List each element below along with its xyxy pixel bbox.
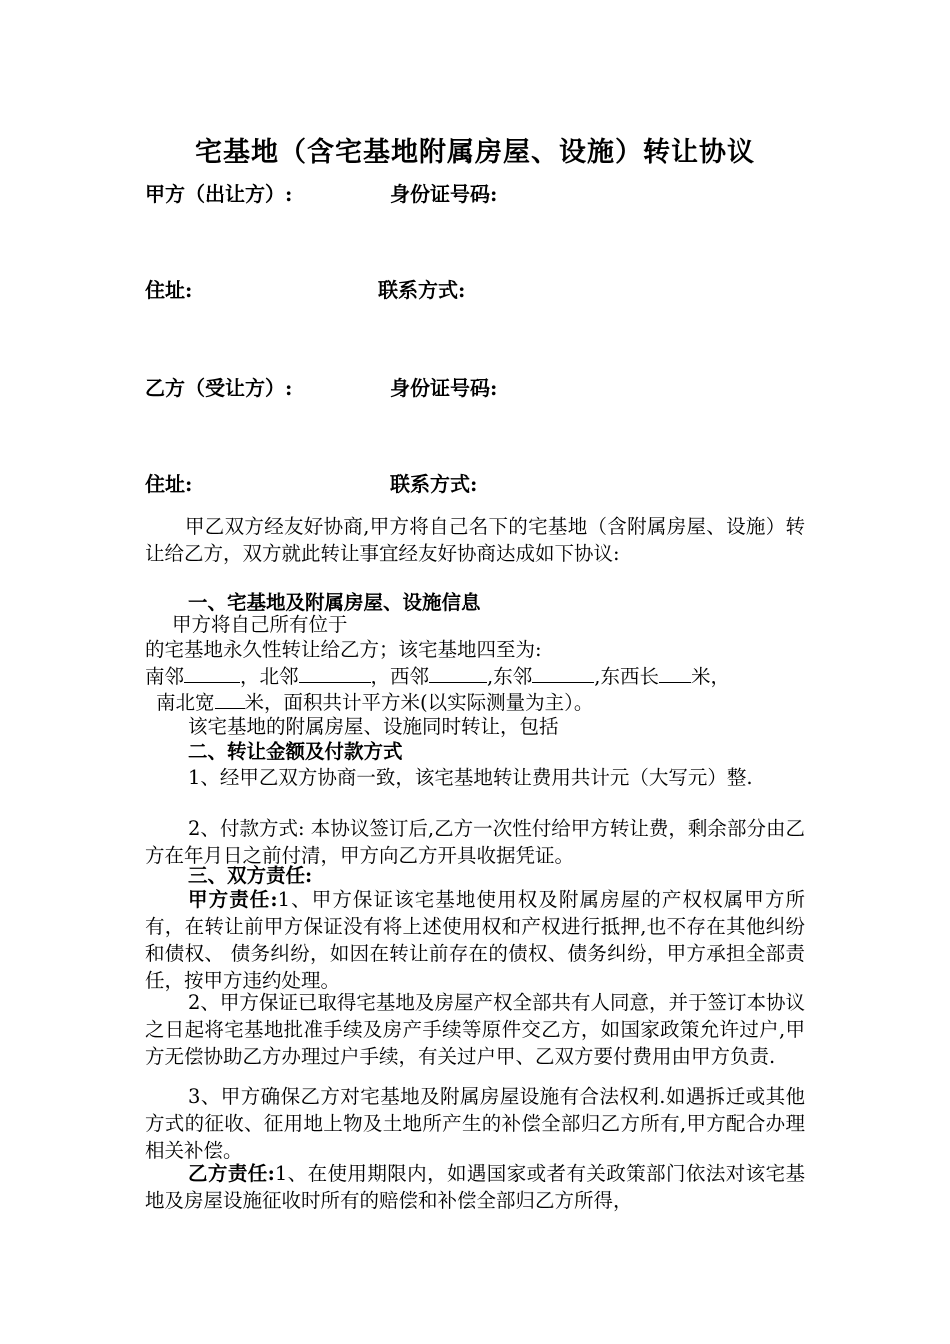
north-label: ，北邻 — [240, 665, 299, 688]
party-b-duties-label: 乙方责任: — [188, 1162, 275, 1185]
party-a-id-label: 身份证号码: — [390, 182, 498, 206]
party-a-duties-3: 3、甲方确保乙方对宅基地及附属房屋设施有合法权利.如遇拆迁或其他方式的征收、征用地上物及土地所产生的补偿全部归乙方所有,甲方配合办理相关补偿。 — [145, 1085, 805, 1162]
east-blank[interactable] — [532, 662, 594, 683]
party-a-label: 甲方（出让方）: — [145, 182, 293, 206]
party-a-duties-2: 2、甲方保证已取得宅基地及房屋产权全部共有人同意，并于签订本协议之日起将宅基地批准手续及房产手续等原件交乙方，如国家政策允许过户,甲方无偿协助乙方办理过户手续，有关过户甲、乙双方要付费用由甲方负责. — [145, 991, 805, 1068]
party-a-address-label: 住址: — [145, 278, 193, 302]
party-b-duties-1 — [145, 1160, 805, 1214]
ew-length-blank[interactable] — [659, 662, 691, 683]
party-a-duties-1-text: 1、甲方保证该宅基地使用权及附属房屋的产权权属甲方所有，在转让前甲方保证没有将上述使用权和产权进行抵押,也不存在其他纠纷和债权、 债务纠纷，如因在转让前存在的债权、债务纠纷，甲方承担全部责任，按甲方违约处理。 — [145, 888, 805, 992]
party-b-contact-label: 联系方式: — [390, 472, 478, 496]
ns-width-line — [156, 688, 593, 716]
party-a-duties-label: 甲方责任: — [188, 888, 278, 911]
west-label: ，西邻 — [370, 665, 430, 688]
party-b-address-label: 住址: — [145, 472, 193, 496]
area-text: 米，面积共计平方米(以实际测量为主）。 — [244, 691, 594, 714]
document-title: 宅基地（含宅基地附属房屋、设施）转让协议 — [195, 137, 755, 168]
south-blank[interactable] — [184, 662, 240, 683]
section1-heading: 一、宅基地及附属房屋、设施信息 — [188, 591, 481, 614]
party-b-label: 乙方（受让方）: — [145, 376, 293, 400]
east-label: ,东邻 — [487, 665, 533, 688]
south-label: 南邻 — [145, 665, 185, 688]
intro-paragraph: 甲乙双方经友好协商,甲方将自己名下的宅基地（含附属房屋、设施）转让给乙方，双方就此转让事宜经友好协商达成如下协议: — [145, 515, 805, 565]
ew-length-label: ,东西长 — [594, 665, 659, 688]
meter-label: 米， — [690, 665, 730, 688]
ns-width-label: 南北宽 — [156, 691, 215, 714]
party-a-duties-1 — [145, 886, 805, 994]
section2-heading: 二、转让金额及付款方式 — [188, 740, 403, 763]
party-a-contact-label: 联系方式: — [378, 278, 466, 302]
section1-line2: 的宅基地永久性转让给乙方；该宅基地四至为: — [145, 638, 542, 661]
section2-item2: 2、付款方式: 本协议签订后,乙方一次性付给甲方转让费，剩余部分由乙方在年月日之前付清，甲方向乙方开具收据凭证。 — [145, 817, 805, 867]
party-b-duties-1-text: 1、在使用期限内，如遇国家或者有关政策部门依法对该宅基地及房屋设施征收时所有的赔偿和补偿全部归乙方所得， — [145, 1162, 805, 1212]
ns-width-blank[interactable] — [215, 688, 245, 709]
west-blank[interactable] — [429, 662, 487, 683]
boundaries-line — [145, 662, 730, 690]
section1-line1: 甲方将自己所有位于 — [172, 613, 348, 636]
section3-heading: 三、双方责任: — [188, 864, 313, 887]
attached-facilities-line: 该宅基地的附属房屋、设施同时转让，包括 — [188, 715, 559, 738]
section2-item1: 1、经甲乙双方协商一致，该宅基地转让费用共计元（大写元）整. — [188, 766, 753, 789]
north-blank[interactable] — [299, 662, 371, 683]
party-b-id-label: 身份证号码: — [390, 376, 498, 400]
